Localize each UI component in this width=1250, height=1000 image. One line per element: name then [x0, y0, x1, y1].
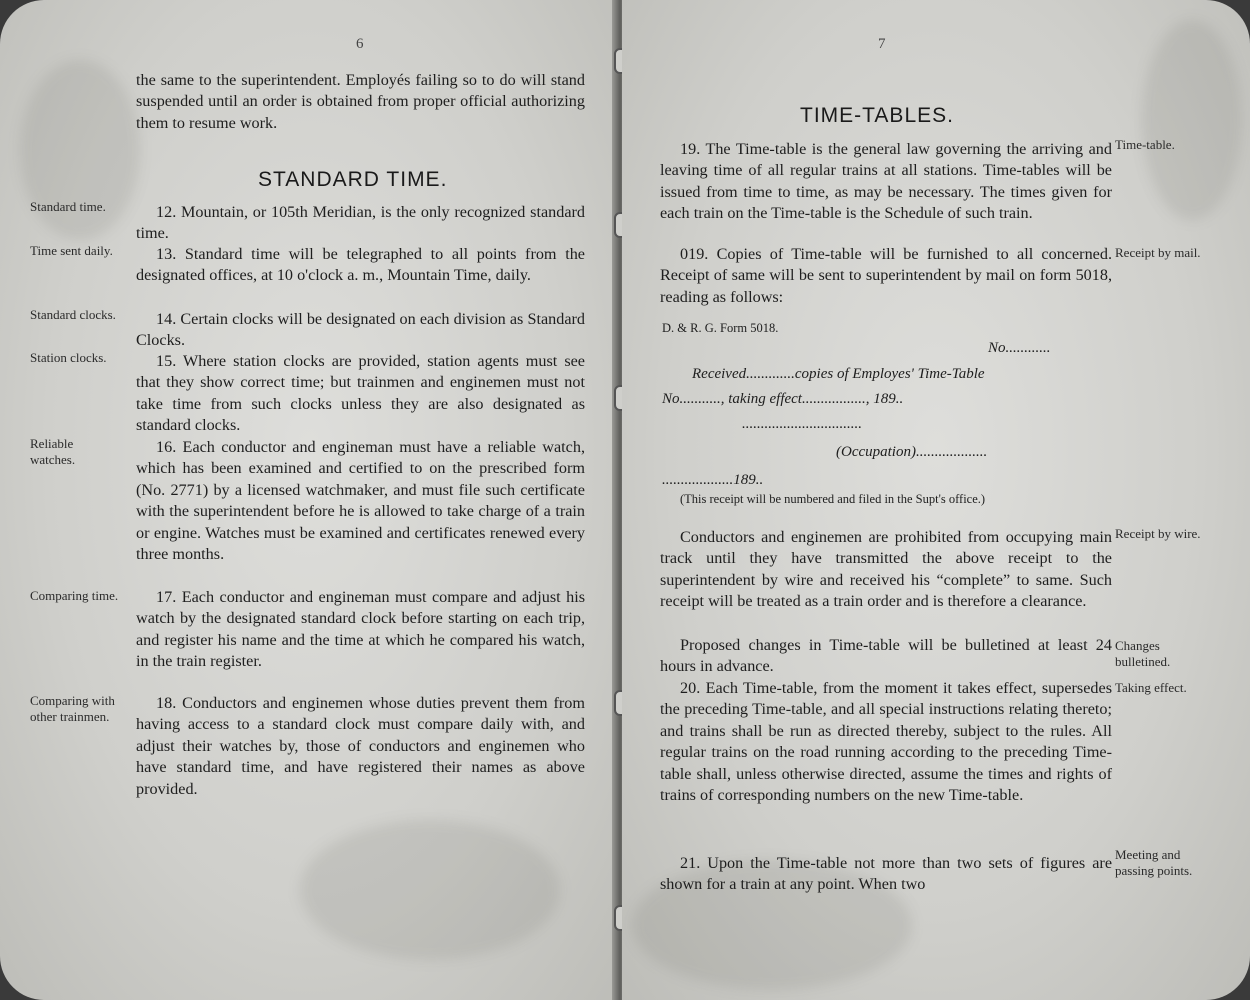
form-label: D. & R. G. Form 5018.	[662, 321, 779, 335]
margin-note: Time sent daily.	[30, 243, 113, 258]
margin-note: Standard time.	[30, 199, 106, 214]
margin-note: Comparing time.	[30, 588, 119, 603]
margin-note: Receipt by mail.	[1115, 245, 1201, 260]
rule-13: 13. Standard time will be telegraphed to all points from the designated offices, at 10 o'clock a. m., Mountain Time, daily.	[136, 245, 585, 285]
rule-18: 18. Conductors and enginemen whose duties prevent them from having access to a standard clock must compare daily with, and adjust their watches by, those of conductors and enginemen who have standard time, and have registered their names as above provided.	[136, 694, 585, 798]
margin-note: Taking effect.	[1115, 680, 1187, 695]
margin-note: Comparing with other trainmen.	[30, 693, 115, 724]
rule-17: 17. Each conductor and engineman must compare and adjust his watch by the designated standard clock before starting on each trip, and register his name and the time at which he compared his watch, in the train register.	[136, 588, 585, 671]
form-date-line: ...................189..	[662, 472, 764, 488]
section-heading: TIME-TABLES.	[800, 104, 954, 127]
rule-16: 16. Each conductor and engineman must have a reliable watch, which has been examined and certified to on the prescribed form (No. 2771) by a licensed watchmaker, and must file such certificate with the superintendent before he is allowed to take charge of a train or engine. Watches must be examined and certificates renewed every three months.	[136, 438, 585, 564]
form-footnote: (This receipt will be numbered and filed in the Supt's office.)	[680, 492, 986, 506]
changes-paragraph: Proposed changes in Time-table will be bulletined at least 24 hours in advance.	[660, 636, 1112, 676]
page-number: 7	[878, 36, 886, 52]
form-no-line: No............	[988, 340, 1051, 356]
rule-20: 20. Each Time-table, from the moment it takes effect, supersedes the preceding Time-table, and all special instructions relating thereto; and trains shall be run as directed thereby, subject to the rules. All regular trains on the road running according to the preceding Time-table shall, unless otherwise directed, assume the times and rights of trains of corresponding numbers on the new Time-table.	[660, 679, 1112, 805]
margin-note: Reliable watches.	[30, 436, 76, 467]
form-received-line: Received.............copies of Employes' Time-Table	[692, 366, 985, 382]
rule-19: 19. The Time-table is the general law governing the arriving and leaving time of all regular trains at all stations. Time-tables will be issued from time to time, as may be necessary. The times given for each train on the Time-table is the Schedule of such train.	[660, 140, 1112, 223]
margin-note: Station clocks.	[30, 350, 107, 365]
form-blank-line: ................................	[742, 416, 862, 432]
form-taking-effect-line: No..........., taking effect................., 189..	[662, 391, 904, 407]
form-occupation-line: (Occupation)...................	[836, 444, 988, 460]
continuation-paragraph: the same to the superintendent. Employés failing so to do will stand suspended until an order is obtained from proper official authorizing them to resume work.	[136, 71, 585, 132]
margin-note: Standard clocks.	[30, 307, 116, 322]
section-heading: STANDARD TIME.	[258, 168, 448, 191]
page-number: 6	[356, 36, 364, 52]
right-page	[622, 0, 1250, 1000]
rule-12: 12. Mountain, or 105th Meridian, is the only recognized standard time.	[136, 203, 585, 243]
rule-15: 15. Where station clocks are provided, station agents must see that they show correct time; but trainmen and enginemen must not take time from such clocks unless they are also designated as standard clocks.	[136, 352, 585, 435]
rule-21: 21. Upon the Time-table not more than two sets of figures are shown for a train at any point. When two	[660, 854, 1112, 894]
wire-paragraph: Conductors and enginemen are prohibited from occupying main track until they have transmitted the above receipt to the superintendent by wire and received his “complete” to same. Such receipt will be treated as a train order and is therefore a clearance.	[660, 528, 1112, 611]
margin-note: Changes bulletined.	[1115, 638, 1171, 669]
margin-note: Time-table.	[1115, 137, 1175, 152]
rule-019: 019. Copies of Time-table will be furnished to all concerned. Receipt of same will be sent to superintendent by mail on form 5018, reading as follows:	[660, 245, 1112, 306]
margin-note: Meeting and passing points.	[1115, 847, 1193, 878]
margin-note: Receipt by wire.	[1115, 526, 1201, 541]
left-page	[0, 0, 618, 1000]
rule-14: 14. Certain clocks will be designated on each division as Standard Clocks.	[136, 310, 585, 350]
